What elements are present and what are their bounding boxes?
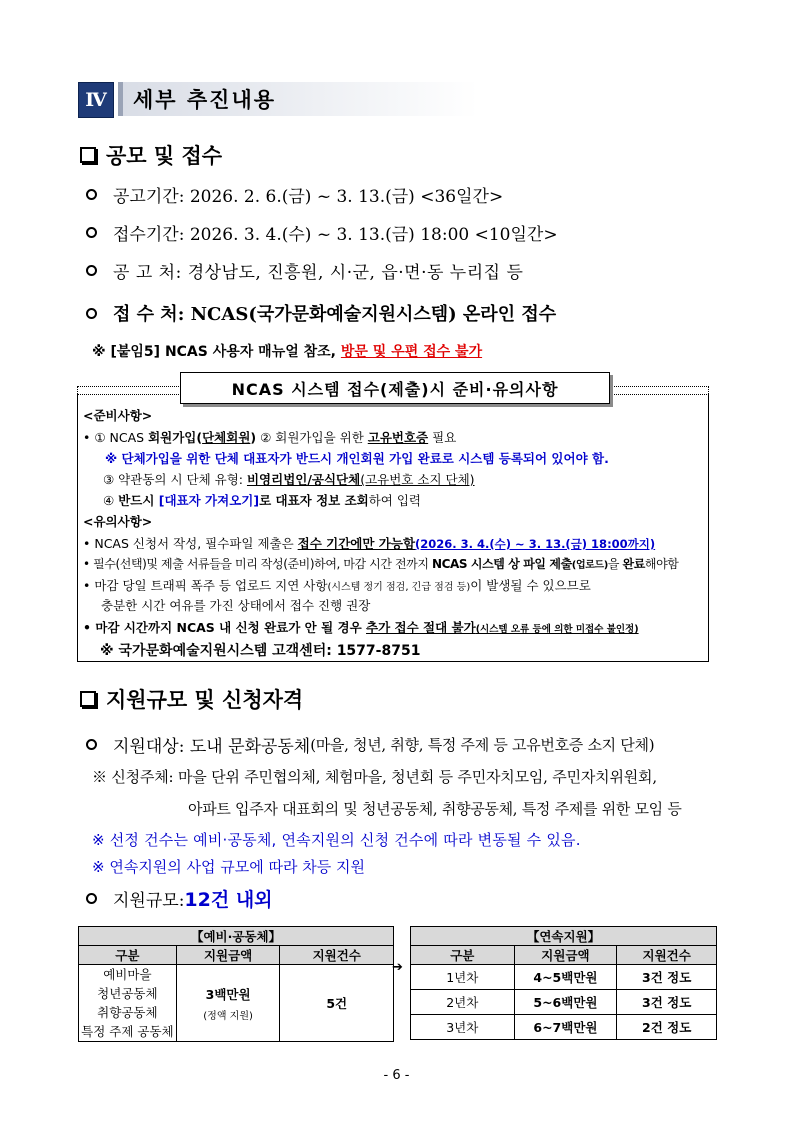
column-header: 지원금액: [176, 946, 280, 965]
column-header: 지원건수: [280, 946, 394, 965]
section-title: 세부 추진내용: [118, 82, 478, 116]
text: (업로드): [571, 560, 608, 571]
category-item: 취향공동체: [97, 1005, 158, 1020]
text: • 마감 당일 트래픽 폭주 등 업로드 지연 사항: [83, 578, 328, 593]
text: NCAS 시스템 상 파일 제출: [431, 557, 572, 571]
table-title: 【예비·공동체】: [79, 927, 394, 946]
text: ④: [103, 493, 119, 508]
notice-title: NCAS 시스템 접수(제출)시 준비·유의사항: [180, 372, 610, 404]
text: (시스템 오류 등에 의한 미접수 불인정): [475, 624, 639, 635]
text: 해야함: [644, 557, 679, 571]
year-cell: 2년차: [411, 990, 515, 1015]
column-header: 지원건수: [617, 946, 717, 965]
text: (2026. 3. 4.(수) ~ 3. 13.(금) 18:00까지): [415, 537, 656, 551]
scale-value: 12건 내외: [184, 889, 273, 911]
arrow-icon: ➔: [392, 960, 403, 975]
prep-item-1: [83, 428, 456, 446]
column-header: 지원금액: [514, 946, 617, 965]
applicant-line-2: 아파트 입주자 대표회의 및 청년공동체, 취향공동체, 특정 주제를 위한 모임 등: [188, 800, 682, 818]
bullet-item: [86, 885, 273, 912]
text: 완료: [622, 557, 645, 571]
text: 하여 입력: [368, 493, 422, 508]
checkbox-icon: [80, 691, 96, 707]
circle-bullet-icon: [86, 739, 97, 750]
text: • NCAS 신청서 작성, 필수파일 제출은: [83, 536, 298, 551]
text: 필요: [428, 430, 457, 445]
bullet-item: [86, 732, 654, 757]
count-cell: 3건 정도: [617, 990, 717, 1015]
count-cell: 3건 정도: [617, 965, 717, 990]
text: ): [250, 430, 257, 445]
text: 접수 기간에만 가능함: [297, 536, 416, 551]
circle-bullet-icon: [86, 265, 97, 276]
part1-heading-text: 공모 및 접수: [106, 144, 223, 168]
text: (고유번호 소지 단체): [360, 472, 475, 487]
text: 반드시: [118, 493, 159, 508]
count-cell: 2건 정도: [617, 1015, 717, 1040]
selection-note: ※ 선정 건수는 예비·공동체, 연속지원의 신청 건수에 따라 변동될 수 있음.: [92, 831, 581, 849]
text: • 필수(선택)및 제출 서류들을 미리 작성(준비)하여, 마감 시간 전까지: [83, 557, 432, 571]
section-number: Ⅳ: [78, 82, 114, 118]
receipt-place: 접 수 처: NCAS(국가문화예술지원시스템) 온라인 접수: [113, 304, 557, 325]
text: [대표자 가져오기]: [158, 493, 260, 508]
part1-heading: [80, 140, 222, 170]
text: 단체회원: [202, 430, 251, 445]
prep-label: <준비사항>: [83, 408, 153, 423]
table-title: 【연속지원】: [411, 927, 717, 946]
text: 추가 접수 절대 불가: [366, 620, 476, 635]
text: (시스템 정기 점검, 긴급 점검 등): [327, 582, 471, 593]
circle-bullet-icon: [86, 189, 97, 200]
column-header: 구분: [411, 946, 515, 965]
category-item: 청년공동체: [97, 986, 158, 1001]
table-preliminary: [78, 926, 394, 1042]
text: 비영리법인/공식단체: [246, 472, 361, 487]
text: ② 회원가입을 위한: [256, 430, 368, 445]
category-item: 특정 주제 공동체: [81, 1024, 174, 1039]
support-target: 지원대상: 도내 문화공동체: [113, 737, 311, 757]
table-row: [411, 1015, 717, 1040]
text: 이 발생될 수 있으므로: [470, 578, 591, 593]
bullet-item: [86, 258, 523, 283]
part2-heading: [80, 684, 303, 714]
text: • 마감 시간까지 NCAS 내 신청 완료가 안 될 경우: [83, 620, 367, 635]
table-continuous: [410, 926, 717, 1040]
text: 을: [607, 557, 623, 571]
category-item: 예비마을: [103, 967, 152, 982]
year-cell: 1년차: [411, 965, 515, 990]
category-cell: [79, 965, 177, 1042]
prep-item-3: [103, 470, 475, 488]
amount-cell: [176, 965, 280, 1042]
announce-period: 공고기간: 2026. 2. 6.(금) ~ 3. 13.(금) <36일간>: [113, 187, 504, 207]
text: 로 대표자 정보 조회: [259, 493, 369, 508]
amount-value: 3백만원: [205, 986, 251, 1002]
caution-item-2: [83, 555, 678, 572]
circle-bullet-icon: [86, 227, 97, 238]
table-row: [411, 990, 717, 1015]
no-visit-mail-note: 방문 및 우편 접수 불가: [340, 344, 483, 360]
amount-note: (정액 지원): [203, 1010, 253, 1022]
differential-note: ※ 연속지원의 사업 규모에 따라 차등 지원: [92, 858, 366, 876]
count-cell: 5건: [280, 965, 394, 1042]
table-row: [411, 965, 717, 990]
part2-heading-text: 지원규모 및 신청자격: [106, 688, 304, 712]
caution-label: <유의사항>: [83, 514, 153, 529]
text: ③ 약관동의 시 단체 유형:: [103, 472, 247, 487]
caution-item-3: [83, 576, 591, 594]
circle-bullet-icon: [86, 308, 97, 319]
scale-label: 지원규모:: [113, 891, 185, 911]
amount-cell: 4~5백만원: [514, 965, 617, 990]
manual-note: [92, 341, 482, 361]
receipt-period: 접수기간: 2026. 3. 4.(수) ~ 3. 13.(금) 18:00 <10일간>: [113, 225, 558, 245]
caution-item-1: [83, 534, 655, 552]
customer-center: ※ 국가문화예술지원시스템 고객센터: 1577-8751: [100, 643, 421, 659]
page-number: - 6 -: [383, 1068, 410, 1083]
prep-item-4: [103, 491, 421, 509]
manual-note-prefix: ※ [붙임5] NCAS 사용자 매뉴얼 참조,: [92, 344, 341, 360]
bullet-item: [86, 220, 558, 245]
circle-bullet-icon: [86, 893, 97, 904]
text: 고유번호증: [367, 430, 429, 445]
amount-cell: 6~7백만원: [514, 1015, 617, 1040]
bullet-item: [86, 300, 556, 326]
bullet-item: [86, 182, 503, 207]
text: • ① NCAS: [83, 430, 149, 445]
checkbox-icon: [80, 147, 96, 163]
column-header: 구분: [79, 946, 177, 965]
caution-item-3-cont: 충분한 시간 여유를 가진 상태에서 접수 진행 권장: [101, 598, 371, 613]
prep-note: ※ 단체가입을 위한 단체 대표자가 반드시 개인회원 가입 완료로 시스템 등록되어 있어야 함.: [105, 451, 609, 466]
caution-item-4: [83, 618, 639, 636]
support-target-detail: (마을, 청년, 취향, 특정 주제 등 고유번호증 소지 단체): [310, 736, 655, 754]
text: 회원가입(: [148, 430, 203, 445]
year-cell: 3년차: [411, 1015, 515, 1040]
amount-cell: 5~6백만원: [514, 990, 617, 1015]
applicant-line-1: ※ 신청주체: 마을 단위 주민협의체, 체험마을, 청년회 등 주민자치모임, 주민자치위원회,: [92, 768, 657, 786]
announce-place: 공 고 처: 경상남도, 진흥원, 시·군, 읍·면·동 누리집 등: [113, 263, 524, 283]
